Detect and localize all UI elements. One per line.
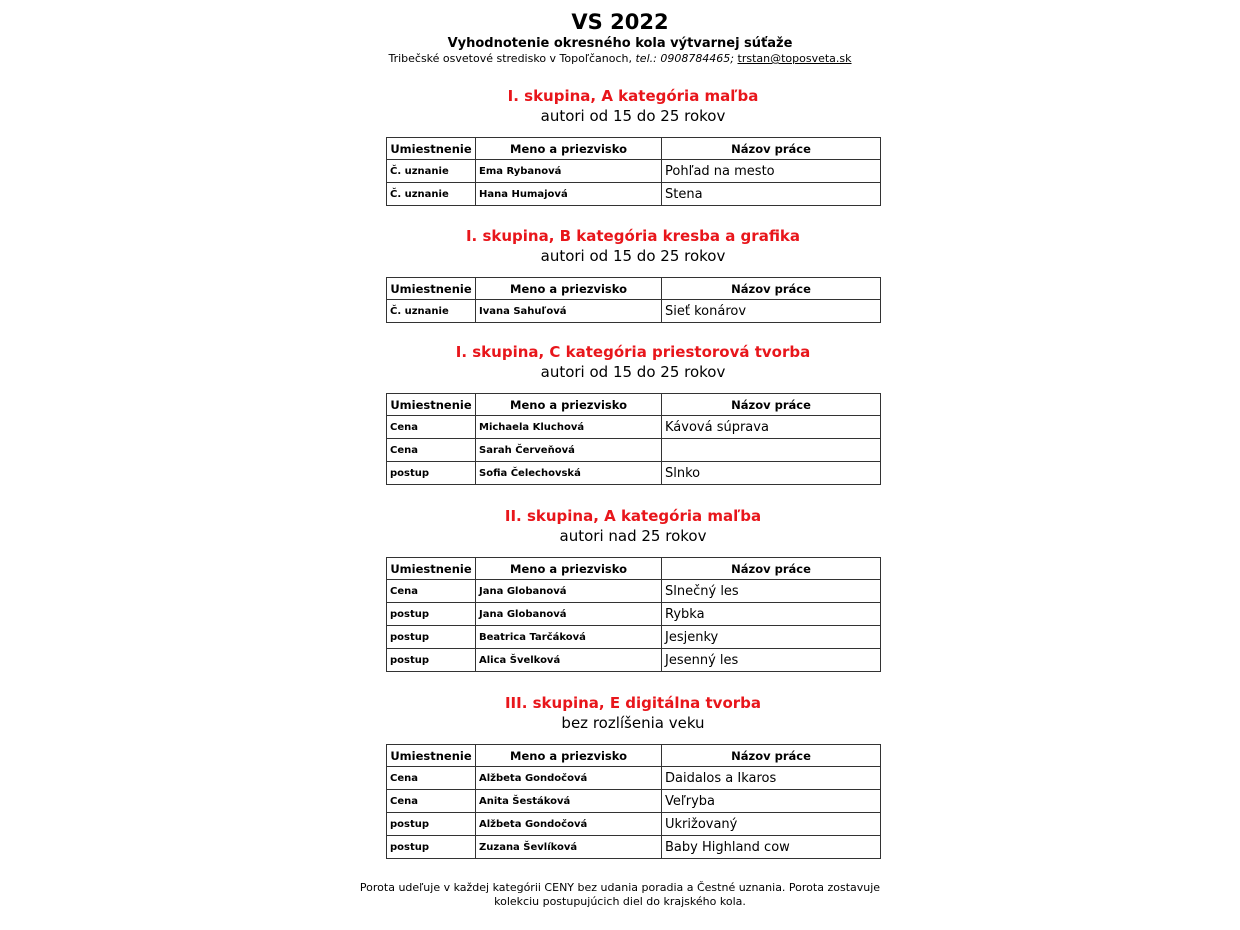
section-age-group: autori od 15 do 25 rokov	[540, 363, 726, 381]
header-place: Umiestnenie	[387, 745, 476, 767]
document-contact	[0, 52, 1240, 66]
cell-place: Cena	[387, 767, 476, 790]
cell-work: Sieť konárov	[662, 300, 881, 323]
section-age-group: bez rozlíšenia veku	[561, 714, 705, 732]
cell-name: Michaela Kluchová	[476, 416, 662, 439]
cell-work: Rybka	[662, 603, 881, 626]
section-age-group: autori od 15 do 25 rokov	[540, 107, 726, 125]
table-row	[387, 813, 881, 836]
table-row	[387, 183, 881, 206]
cell-name: Hana Humajová	[476, 183, 662, 206]
cell-work: Ukrižovaný	[662, 813, 881, 836]
section-title: II. skupina, A kategória maľba	[504, 507, 762, 525]
cell-name: Zuzana Ševlíková	[476, 836, 662, 859]
table-header-row	[387, 278, 881, 300]
cell-place: postup	[387, 462, 476, 485]
cell-work: Slnko	[662, 462, 881, 485]
table-header-row	[387, 558, 881, 580]
header-work: Názov práce	[662, 745, 881, 767]
header-name: Meno a priezvisko	[476, 745, 662, 767]
cell-work: Daidalos a Ikaros	[662, 767, 881, 790]
header-work: Názov práce	[662, 394, 881, 416]
footer-line-1: Porota udeľuje v každej kategórii CENY bez udania poradia a Čestné uznania. Porota zostavuje	[359, 881, 881, 894]
cell-name: Ivana Sahuľová	[476, 300, 662, 323]
cell-name: Beatrica Tarčáková	[476, 626, 662, 649]
section-title: III. skupina, E digitálna tvorba	[504, 694, 762, 712]
section-3-e-digitalna	[386, 694, 880, 859]
table-row	[387, 790, 881, 813]
cell-work: Veľryba	[662, 790, 881, 813]
section-age-group: autori od 15 do 25 rokov	[540, 247, 726, 265]
section-1-a-malba	[386, 87, 880, 206]
cell-place: Cena	[387, 580, 476, 603]
section-title: I. skupina, C kategória priestorová tvorba	[455, 343, 811, 361]
results-table	[386, 744, 881, 859]
header-work: Názov práce	[662, 138, 881, 160]
table-row	[387, 160, 881, 183]
cell-work: Stena	[662, 183, 881, 206]
cell-place: Cena	[387, 416, 476, 439]
cell-work: Baby Highland cow	[662, 836, 881, 859]
table-row	[387, 603, 881, 626]
section-1-b-kresba	[386, 227, 880, 323]
header-place: Umiestnenie	[387, 394, 476, 416]
header-work: Názov práce	[662, 278, 881, 300]
cell-place: postup	[387, 603, 476, 626]
results-table	[386, 137, 881, 206]
contact-email-link[interactable]: trstan@toposveta.sk	[737, 52, 852, 65]
cell-place: postup	[387, 649, 476, 672]
header-name: Meno a priezvisko	[476, 138, 662, 160]
table-header-row	[387, 745, 881, 767]
cell-name: Alžbeta Gondočová	[476, 813, 662, 836]
header-work: Názov práce	[662, 558, 881, 580]
table-header-row	[387, 138, 881, 160]
section-2-a-malba	[386, 507, 880, 672]
cell-place: postup	[387, 836, 476, 859]
cell-work	[662, 439, 881, 462]
table-row	[387, 439, 881, 462]
cell-name: Sofia Čelechovská	[476, 462, 662, 485]
cell-place: Č. uznanie	[387, 160, 476, 183]
contact-phone: tel.: 0908784465;	[635, 52, 735, 65]
header-place: Umiestnenie	[387, 278, 476, 300]
document-title: VS 2022	[571, 10, 669, 34]
cell-name: Jana Globanová	[476, 603, 662, 626]
section-age-group: autori nad 25 rokov	[559, 527, 707, 545]
footer-line-2: kolekciu postupujúcich diel do krajského kola.	[494, 895, 746, 908]
header-name: Meno a priezvisko	[476, 394, 662, 416]
table-row	[387, 300, 881, 323]
header-name: Meno a priezvisko	[476, 278, 662, 300]
section-title: I. skupina, A kategória maľba	[507, 87, 759, 105]
footer-note	[0, 881, 1240, 909]
results-table	[386, 393, 881, 485]
cell-place: Cena	[387, 790, 476, 813]
cell-place: Cena	[387, 439, 476, 462]
cell-work: Kávová súprava	[662, 416, 881, 439]
cell-work: Jesjenky	[662, 626, 881, 649]
table-row	[387, 580, 881, 603]
cell-name: Alica Švelková	[476, 649, 662, 672]
table-row	[387, 836, 881, 859]
header-place: Umiestnenie	[387, 138, 476, 160]
cell-name: Anita Šestáková	[476, 790, 662, 813]
table-row	[387, 626, 881, 649]
table-row	[387, 649, 881, 672]
table-row	[387, 462, 881, 485]
results-table	[386, 277, 881, 323]
cell-place: postup	[387, 813, 476, 836]
cell-name: Ema Rybanová	[476, 160, 662, 183]
section-1-c-priestorova	[386, 343, 880, 485]
cell-name: Sarah Červeňová	[476, 439, 662, 462]
table-header-row	[387, 394, 881, 416]
cell-work: Pohľad na mesto	[662, 160, 881, 183]
contact-organization: Tribečské osvetové stredisko v Topoľčanoch,	[388, 52, 636, 65]
cell-name: Jana Globanová	[476, 580, 662, 603]
header-name: Meno a priezvisko	[476, 558, 662, 580]
results-table	[386, 557, 881, 672]
table-row	[387, 767, 881, 790]
section-title: I. skupina, B kategória kresba a grafika	[465, 227, 801, 245]
cell-place: Č. uznanie	[387, 183, 476, 206]
cell-work: Jesenný les	[662, 649, 881, 672]
document-subtitle: Vyhodnotenie okresného kola výtvarnej súťaže	[447, 36, 793, 51]
header-place: Umiestnenie	[387, 558, 476, 580]
cell-place: Č. uznanie	[387, 300, 476, 323]
cell-work: Slnečný les	[662, 580, 881, 603]
cell-name: Alžbeta Gondočová	[476, 767, 662, 790]
cell-place: postup	[387, 626, 476, 649]
table-row	[387, 416, 881, 439]
